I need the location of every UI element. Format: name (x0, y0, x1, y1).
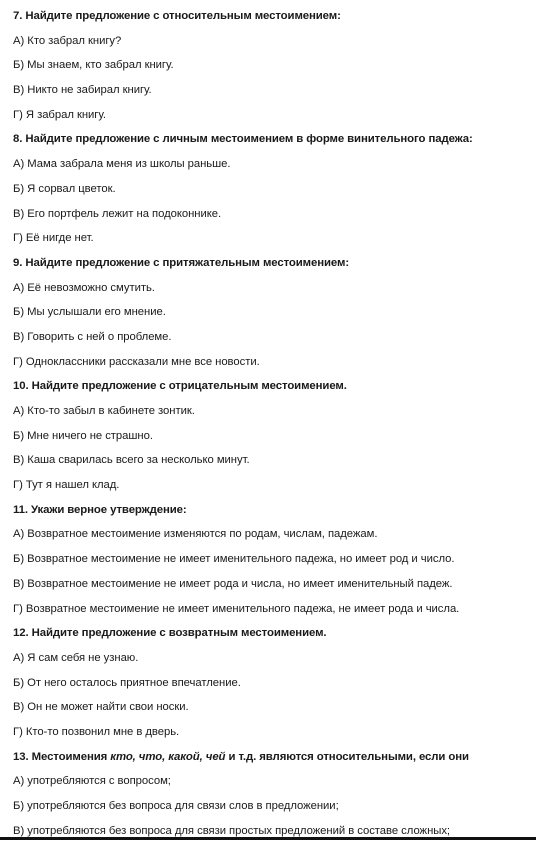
q13-suffix: и т.д. являются относительными, если они (225, 750, 469, 763)
q11-option-b: Б) Возвратное местоимение не имеет именительного падежа, но имеет род и число. (13, 553, 455, 566)
q9-option-v: В) Говорить с ней о проблеме. (13, 330, 172, 343)
q12-option-b: Б) От него осталось приятное впечатление. (13, 676, 241, 689)
q10-option-a: А) Кто-то забыл в кабинете зонтик. (13, 405, 195, 417)
q8-option-a: А) Мама забрала меня из школы раньше. (13, 158, 231, 171)
q13-option-v: В) употребляются без вопроса для связи простых предложений в составе сложных; (13, 824, 451, 837)
q12-option-g: Г) Кто-то позвонил мне в дверь. (13, 725, 180, 738)
question-7: 7. Найдите предложение с относительным местоимением: (13, 10, 341, 22)
q9-option-b: Б) Мы услышали его мнение. (13, 306, 166, 319)
q8-option-g: Г) Её нигде нет. (13, 232, 94, 245)
q11-option-a: А) Возвратное местоимение изменяются по родам, числам, падежам. (13, 528, 378, 541)
q7-option-a: А) Кто забрал книгу? (13, 34, 122, 47)
q10-option-b: Б) Мне ничего не страшно. (13, 429, 153, 442)
q7-option-v: В) Никто не забирал книгу. (13, 84, 152, 97)
question-11: 11. Укажи верное утверждение: (13, 503, 187, 516)
q7-option-b: Б) Мы знаем, кто забрал книгу. (13, 59, 174, 72)
q9-option-g: Г) Одноклассники рассказали мне все новости. (13, 355, 260, 368)
q10-option-g: Г) Тут я нашел клад. (13, 479, 120, 492)
question-13 (13, 745, 532, 770)
q13-pronouns: кто, что, какой, чей (110, 750, 226, 763)
q13-prefix: 13. Местоимения (13, 750, 111, 763)
q9-option-a: А) Её невозможно смутить. (13, 281, 155, 294)
q7-option-g: Г) Я забрал книгу. (13, 108, 106, 121)
q12-option-v: В) Он не может найти свои носки. (13, 701, 189, 714)
q13-option-b: Б) употребляются без вопроса для связи слов в предложении; (13, 800, 339, 812)
question-8: 8. Найдите предложение с личным местоимением в форме винительного падежа: (13, 133, 473, 146)
q8-option-v: В) Его портфель лежит на подоконнике. (13, 207, 222, 220)
question-10: 10. Найдите предложение с отрицательным местоимением. (13, 380, 347, 393)
q8-option-b: Б) Я сорвал цветок. (13, 182, 116, 195)
question-12: 12. Найдите предложение с возвратным местоимением. (13, 627, 327, 640)
q12-option-a: А) Я сам себя не узнаю. (13, 651, 139, 664)
q10-option-v: В) Каша сварилась всего за несколько минут. (13, 454, 250, 467)
q13-option-a: А) употребляются с вопросом; (13, 775, 171, 788)
q11-option-v: В) Возвратное местоимение не имеет рода и числа, но имеет именительный падеж. (13, 577, 453, 590)
question-9: 9. Найдите предложение с притяжательным местоимением: (13, 256, 350, 269)
q11-option-g: Г) Возвратное местоимение не имеет именительного падежа, не имеет рода и числа. (13, 602, 460, 615)
